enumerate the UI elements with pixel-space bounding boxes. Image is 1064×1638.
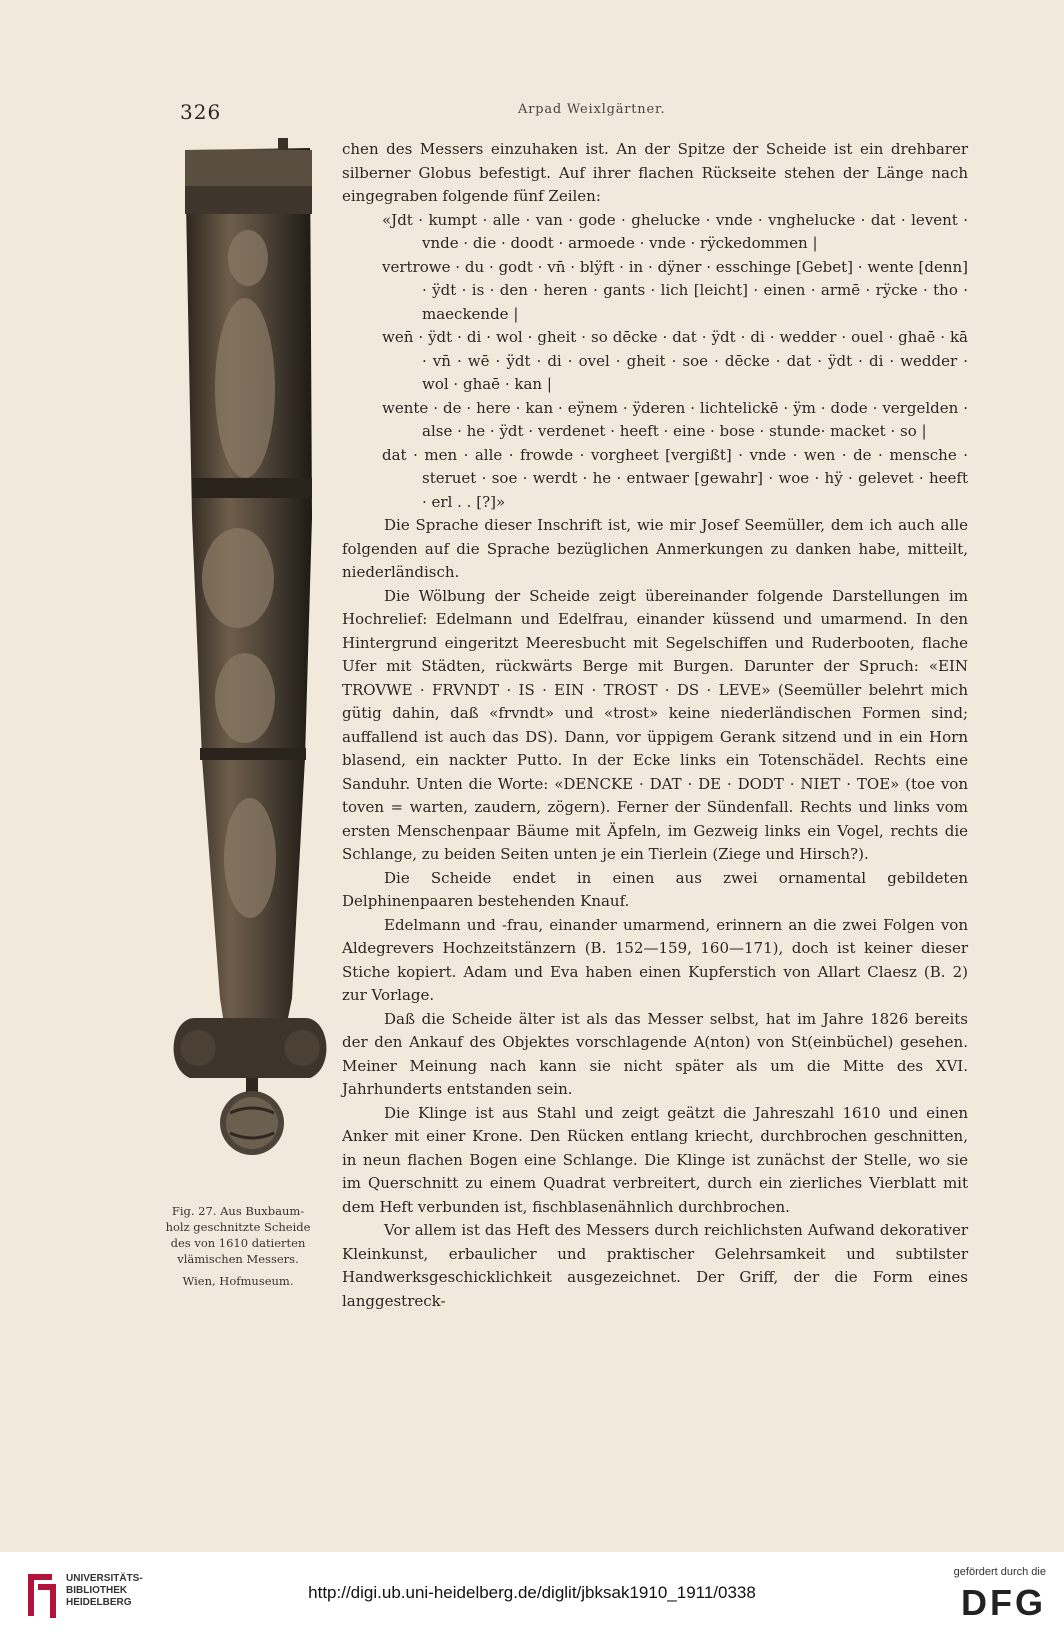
caption-line: vlämischen Messers. bbox=[177, 1252, 299, 1266]
page-number: 326 bbox=[180, 100, 222, 124]
caption-line: des von 1610 datierten bbox=[170, 1236, 306, 1250]
verse-line: wente · de · here · kan · eÿnem · ÿderen · lichtelickē · ÿm · dode · vergelden · alse · he · ÿdt · verdenet · heeft · eine · bose · stunde· macket · so | bbox=[382, 398, 968, 440]
body-text bbox=[342, 138, 968, 1313]
verse-line: vertrowe · du · godt · vn̄ · blÿft · in · dÿner · esschinge [Gebet] · wente [denn] · ÿdt · is · den · heren · gants · lich [leicht] · einen · armē · rÿcke · tho · maeckende | bbox=[382, 257, 968, 323]
paragraph: Die Scheide endet in einen aus zwei ornamental gebildeten Delphinenpaaren bestehenden Knauf. bbox=[342, 868, 968, 910]
paragraph: Die Sprache dieser Inschrift ist, wie mir Josef Seemüller, dem ich auch alle folgenden auf die Sprache bezüglichen Anmerkungen zu danken habe, mitteilt, niederländisch. bbox=[342, 516, 968, 581]
paragraph: Daß die Scheide älter ist als das Messer selbst, hat im Jahre 1826 bereits der den Ankauf des Objektes vorschlagende A(nton) von St(einbüchel) gesehen. Meiner Meinung nach kann sie nicht später als um die Mitte des XVI. Jahrhunderts entstanden sein. bbox=[342, 1009, 968, 1098]
verse-line: wen̄ · ÿdt · di · wol · gheit · so dēcke · dat · ÿdt · di · wedder · ouel · ghaē · kā · vn̄ · wē · ÿdt · di · ovel · gheit · soe · dēcke · dat · ÿdt · di · wedder · wol · ghaē · kan | bbox=[382, 328, 968, 393]
sponsor-text: gefördert durch die bbox=[953, 1566, 1046, 1578]
permalink-url[interactable]: http://digi.ub.uni-heidelberg.de/diglit/jbksak1910_1911/0338 bbox=[308, 1583, 756, 1602]
figure-caption bbox=[163, 1203, 313, 1289]
verse-line: «Jdt · kumpt · alle · van · gode · ghelucke · vnde · vnghelucke · dat · levent · vnde · die · doodt · armoede · vnde · rÿckedommen | bbox=[382, 210, 968, 252]
scabbard-figure bbox=[160, 138, 340, 1188]
library-line: UNIVERSITÄTS- bbox=[66, 1573, 143, 1584]
library-line: BIBLIOTHEK bbox=[66, 1585, 128, 1596]
intro-paragraph: chen des Messers einzuhaken ist. An der Spitze der Scheide ist ein drehbarer silberner Globus befestigt. Auf ihrer flachen Rückseite stehen der Länge nach eingegraben folgende fünf Zeilen: bbox=[342, 140, 968, 205]
caption-museum: Wien, Hofmuseum. bbox=[182, 1274, 294, 1288]
verse-line: dat · men · alle · frowde · vorgheet [vergißt] · vnde · wen · de · mensche · steruet · soe · werdt · he · entwaer [gewahr] · woe · hÿ · gelevet · heeft · erl . . [?]» bbox=[382, 445, 968, 511]
paragraph: Die Klinge ist aus Stahl und zeigt geätzt die Jahreszahl 1610 und einen Anker mit einer Krone. Den Rücken entlang kriecht, durchbrochen geschnitten, in neun flachen Bogen eine Schlange. Die Klinge ist zunächst der Stelle, wo sie im Querschnitt zu einem Quadrat verbreitert, durch ein zierliches Vierblatt mit dem Heft verbunden ist, fischblasenähnlich durchbrochen. bbox=[342, 1103, 968, 1216]
dfg-logo[interactable]: DFG bbox=[961, 1582, 1046, 1623]
paragraph: Edelmann und -frau, einander umarmend, erinnern an die zwei Folgen von Aldegrevers Hochzeitstänzern (B. 152—159, 160—171), doch ist keiner dieser Stiche kopiert. Adam und Eva haben einen Kupferstich von Allart Claesz (B. 2) zur Vorlage. bbox=[342, 915, 968, 1004]
caption-line: Fig. 27. Aus Buxbaum- bbox=[171, 1204, 305, 1218]
caption-line: holz geschnitzte Scheide bbox=[165, 1220, 311, 1234]
inscription-verses bbox=[342, 209, 968, 515]
paragraph: Vor allem ist das Heft des Messers durch reichlichsten Aufwand dekorativer Kleinkunst, erbaulicher und praktischer Gelehrsamkeit und subtilster Handwerksgeschicklichkeit ausgezeichnet. Der Griff, der die Form eines langgestreck- bbox=[342, 1221, 968, 1310]
library-line: HEIDELBERG bbox=[66, 1597, 132, 1608]
footer-bar bbox=[0, 1552, 1064, 1638]
running-title: Arpad Weixlgärtner. bbox=[518, 102, 666, 117]
paragraph: Die Wölbung der Scheide zeigt übereinander folgende Darstellungen im Hochrelief: Edelmann und Edelfrau, einander küssend und umarmend. In den Hintergrund eingeritzt Meeresbucht mit Segelschiffen und Ruderbooten, flache Ufer mit Städten, rückwärts Berge mit Burgen. Darunter der Spruch: «EIN TROVWE · FRVNDT · IS · EIN · TROST · DS · LEVE» (Seemüller belehrt mich gütig dahin, daß «frvndt» und «trost» keine niederländischen Formen sind; auffallend ist auch das DS). Dann, vor üppigem Gerank sitzend und in ein Horn blasend, ein nackter Putto. In der Ecke links ein Totenschädel. Rechts eine Sanduhr. Unten die Worte: «DENCKE · DAT · DE · DODT · NIET · TOE» (toe von toven = warten, zaudern, zögern). Ferner der Sündenfall. Rechts und links vom ersten Menschenpaar Bäume mit Äpfeln, im Gezweig links ein Vogel, rechts die Schlange, zu beiden Seiten unten je ein Tierlein (Ziege und Hirsch?). bbox=[342, 586, 968, 863]
